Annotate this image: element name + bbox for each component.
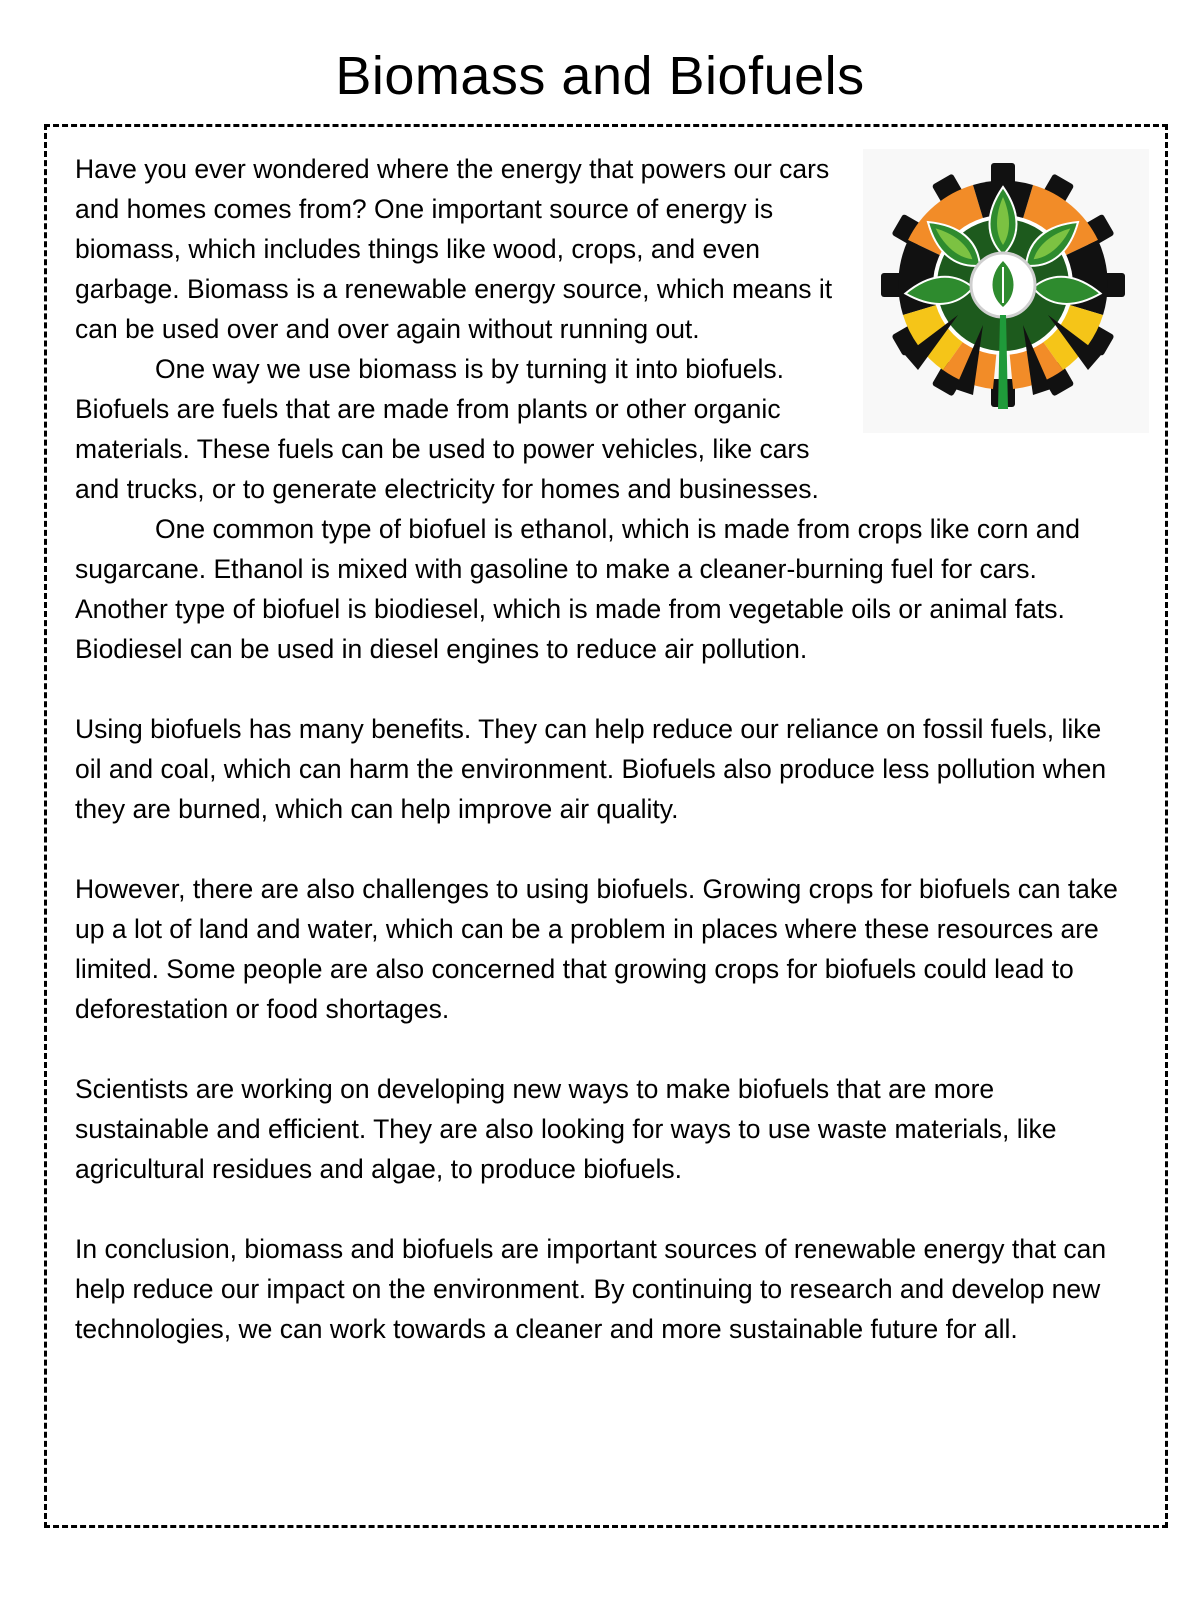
paragraph-conclusion: In conclusion, biomass and biofuels are important sources of renewable energy that can help reduce our impact on the environment. By continuing to research and develop new technologies, we can work towards a cleaner and more sustainable future for all.	[75, 1234, 1107, 1344]
paragraph-research: Scientists are working on developing new ways to make biofuels that are more sustainable and efficient. They are also looking for ways to use waste materials, like agricultural residues and algae, to produce biofuels.	[75, 1074, 1057, 1184]
paragraph-intro: Have you ever wondered where the energy that powers our cars and homes comes from? One important source of energy is biomass, which includes things like wood, crops, and even garbage. Biomass is a renewable energy source, which means it can be used over and over again without running out.	[75, 154, 833, 344]
paragraph-benefits: Using biofuels has many benefits. They can help reduce our reliance on fossil fuels, like oil and coal, which can harm the environment. Biofuels also produce less pollution when they are burned, which can help improve air quality.	[75, 714, 1107, 824]
paragraph-biofuel-types: One common type of biofuel is ethanol, which is made from crops like corn and sugarcane. Ethanol is mixed with gasoline to make a cleaner-burning fuel for cars. Another type of biofuel is biodiesel, which is made from vegetable oils or animal fats. Biodiesel can be used in diesel engines to reduce air pollution.	[75, 514, 1081, 664]
article-box	[44, 124, 1168, 1528]
page-title: Biomass and Biofuels	[335, 46, 865, 106]
article-body	[75, 149, 1135, 1349]
biofuel-gear-leaf-icon	[863, 149, 1149, 433]
paragraph-biofuels-definition: One way we use biomass is by turning it into biofuels. Biofuels are fuels that are made from plants or other organic materials. These fuels can be used to power vehicles, like cars and trucks, or to generate electricity for homes and businesses.	[75, 354, 819, 504]
paragraph-challenges: However, there are also challenges to using biofuels. Growing crops for biofuels can take up a lot of land and water, which can be a problem in places where these resources are limited. Some people are also concerned that growing crops for biofuels could lead to deforestation or food shortages.	[75, 874, 1118, 1024]
